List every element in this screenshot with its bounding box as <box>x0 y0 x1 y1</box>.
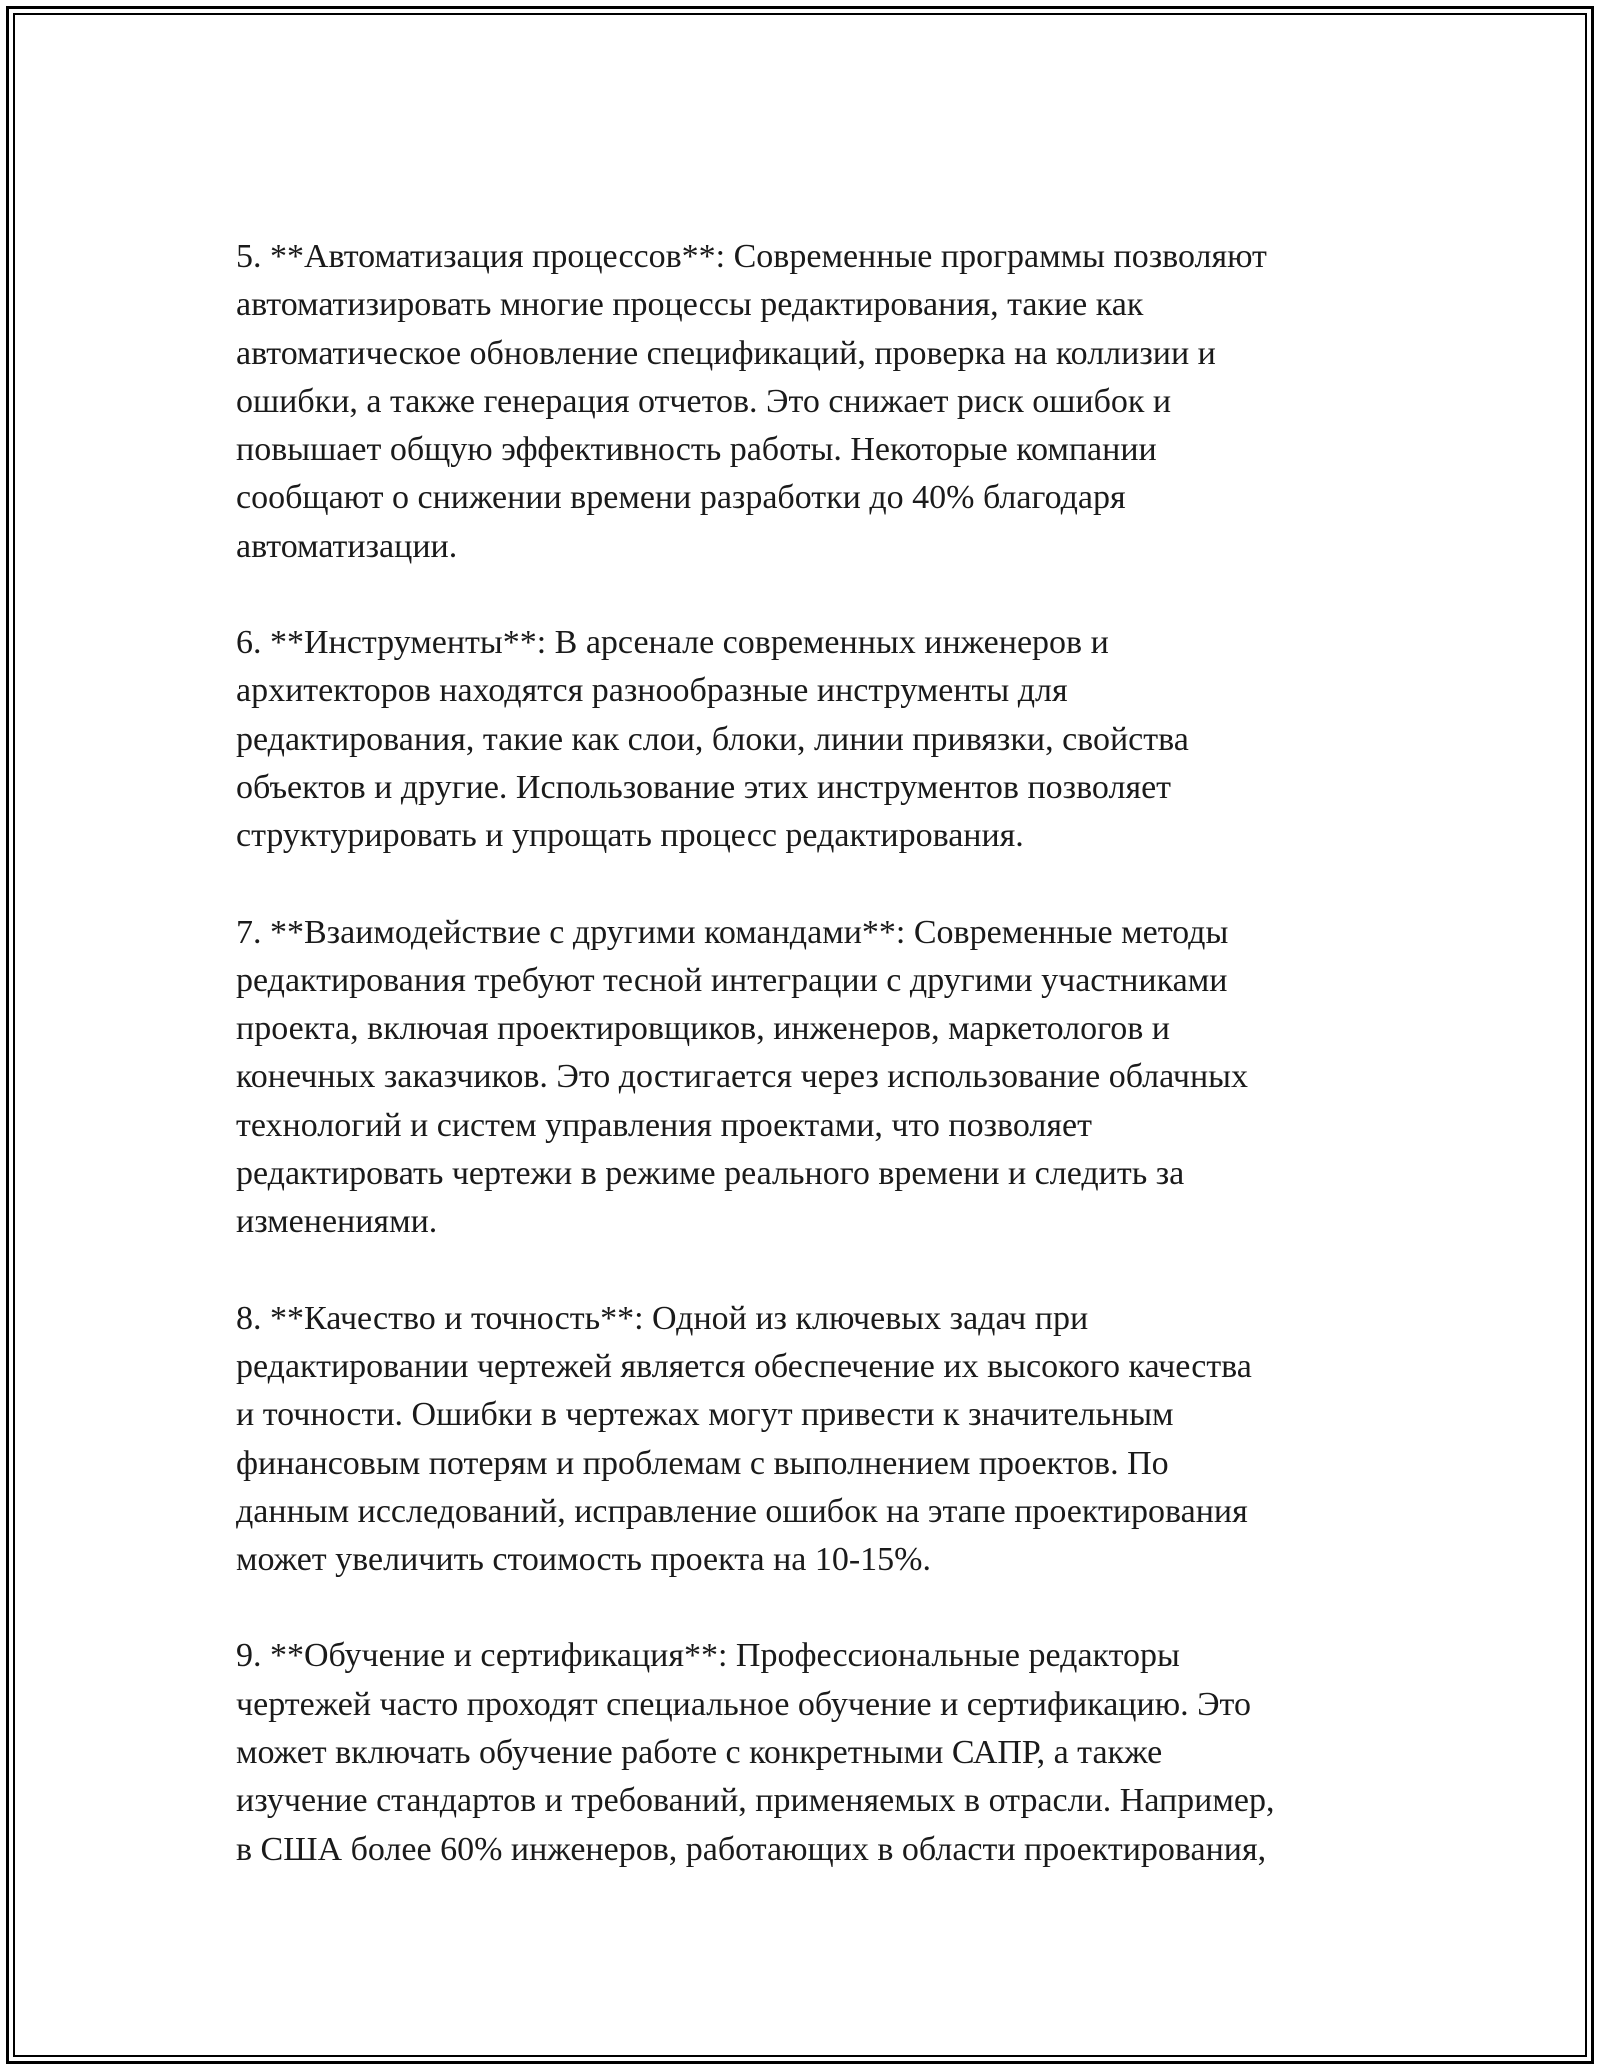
text-line: проекта, включая проектировщиков, инженеров, маркетологов и <box>236 1010 1170 1048</box>
text-line: редактировании чертежей является обеспечение их высокого качества <box>236 1347 1252 1385</box>
text-line: структурировать и упрощать процесс редактирования. <box>236 817 1024 855</box>
list-item-quality <box>236 1295 1376 1585</box>
text-line: ошибки, а также генерация отчетов. Это снижает риск ошибок и <box>236 382 1172 420</box>
text-line: и точности. Ошибки в чертежах могут привести к значительным <box>236 1396 1174 1434</box>
text-line: редактирования требуют тесной интеграции с другими участниками <box>236 961 1228 999</box>
text-line: объектов и другие. Использование этих инструментов позволяет <box>236 768 1172 806</box>
list-item-automation <box>236 233 1376 571</box>
list-item-collaboration <box>236 909 1376 1247</box>
text-line: 6. **Инструменты**: В арсенале современных инженеров и <box>236 624 1109 662</box>
text-line: редактировать чертежи в режиме реального времени и следить за <box>236 1155 1185 1193</box>
text-line: данным исследований, исправление ошибок на этапе проектирования <box>236 1492 1248 1530</box>
text-line: редактирования, такие как слои, блоки, линии привязки, свойства <box>236 720 1189 758</box>
text-line: 9. **Обучение и сертификация**: Профессиональные редакторы <box>236 1637 1180 1675</box>
text-line: изучение стандартов и требований, применяемых в отрасли. Например, <box>236 1782 1275 1820</box>
text-line: архитекторов находятся разнообразные инструменты для <box>236 672 1068 710</box>
text-line: автоматизировать многие процессы редактирования, такие как <box>236 286 1144 324</box>
text-line: конечных заказчиков. Это достигается через использование облачных <box>236 1058 1248 1096</box>
text-line: автоматизации. <box>236 527 458 565</box>
text-line: может увеличить стоимость проекта на 10-15%. <box>236 1541 932 1579</box>
text-line: в США более 60% инженеров, работающих в области проектирования, <box>236 1830 1267 1868</box>
text-line: 7. **Взаимодействие с другими командами**: Современные методы <box>236 913 1229 951</box>
document-body <box>236 233 1376 1922</box>
text-line: может включать обучение работе с конкретными САПР, а также <box>236 1734 1163 1772</box>
text-line: повышает общую эффективность работы. Некоторые компании <box>236 431 1157 469</box>
text-line: 5. **Автоматизация процессов**: Современные программы позволяют <box>236 238 1267 275</box>
list-item-tools <box>236 619 1376 860</box>
text-line: сообщают о снижении времени разработки до 40% благодаря <box>236 479 1126 517</box>
text-line: технологий и систем управления проектами, что позволяет <box>236 1106 1092 1144</box>
text-line: автоматическое обновление спецификаций, проверка на коллизии и <box>236 334 1216 372</box>
text-line: изменениями. <box>236 1203 438 1241</box>
text-line: финансовым потерям и проблемам с выполнением проектов. По <box>236 1444 1169 1482</box>
text-line: 8. **Качество и точность**: Одной из ключевых задач при <box>236 1299 1089 1337</box>
list-item-training <box>236 1632 1376 1873</box>
text-line: чертежей часто проходят специальное обучение и сертификацию. Это <box>236 1685 1251 1723</box>
